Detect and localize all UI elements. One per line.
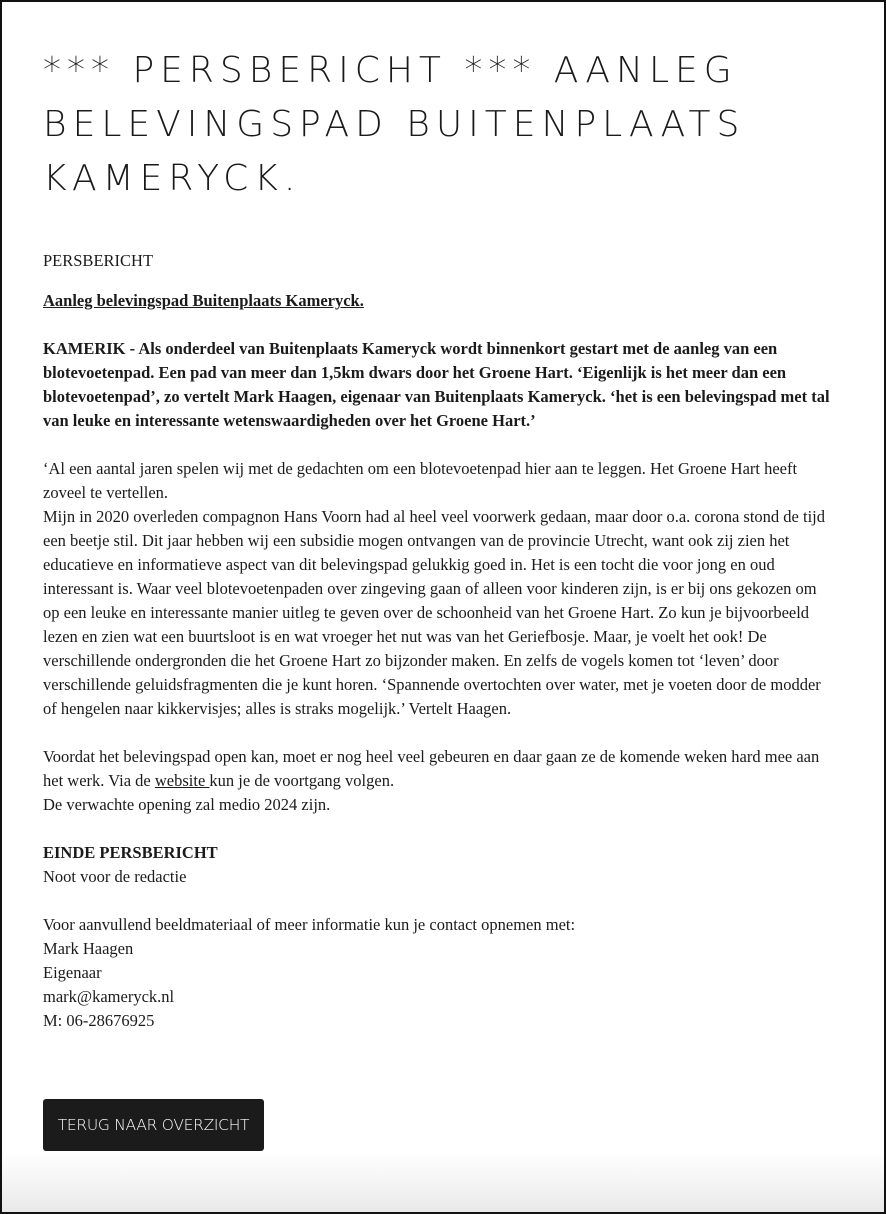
- website-link[interactable]: website: [154, 771, 210, 790]
- bottom-fade: [2, 1152, 884, 1212]
- contact-phone: M: 06-28676925: [43, 1011, 155, 1030]
- press-label: PERSBERICHT: [43, 251, 154, 270]
- lead-paragraph: KAMERIK - Als onderdeel van Buitenplaats Kameryck wordt binnenkort gestart met de aanleg van een blotevoetenpad. Een pad van meer dan 1,5km dwars door het Groene Hart. ‘Eigenlijk is het meer dan een blotevoetenpad’, zo vertelt Mark Haagen, eigenaar van Buitenplaats Kameryck. ‘het is een belevingspad met tal van leuke en interessante wetenswaardigheden over het Groene Hart.’: [43, 339, 830, 430]
- contact-role: Eigenaar: [43, 963, 102, 982]
- contact-intro: Voor aanvullend beeldmateriaal of meer informatie kun je contact opnemen met:: [43, 915, 576, 934]
- opening-date: De verwachte opening zal medio 2024 zijn.: [43, 795, 331, 814]
- article: [43, 2, 833, 1033]
- progress-paragraph: [43, 745, 833, 793]
- contact-email: mark@kameryck.nl: [43, 987, 175, 1006]
- end-label: EINDE PERSBERICHT: [43, 843, 218, 862]
- progress-text-after: kun je de voortgang volgen.: [209, 771, 395, 790]
- progress-text-before: Voordat het belevingspad open kan, moet er nog heel veel gebeuren en daar gaan ze de komende weken hard mee aan het werk. Via de: [43, 747, 820, 790]
- article-body: [43, 249, 833, 1033]
- quote-paragraph-line1: ‘Al een aantal jaren spelen wij met de gedachten om een blotevoetenpad hier aan te leggen. Het Groene Hart heeft zoveel te vertellen.: [43, 459, 798, 502]
- contact-name: Mark Haagen: [43, 939, 134, 958]
- page-title: *** PERSBERICHT *** AANLEG BELEVINGSPAD BUITENPLAATS KAMERYCK.: [43, 50, 746, 199]
- back-to-overview-button[interactable]: TERUG NAAR OVERZICHT: [43, 1099, 264, 1151]
- editor-note: Noot voor de redactie: [43, 867, 187, 886]
- quote-paragraph-body: Mijn in 2020 overleden compagnon Hans Voorn had al heel veel voorwerk gedaan, maar door o.a. corona stond de tijd een beetje stil. Dit jaar hebben wij een subsidie mogen ontvangen van de provincie Utrecht, want ook zij zien het educatieve en informatieve aspect van dit belevingspad gelukkig goed in. Het is een tocht die voor jong en oud interessant is. Waar veel blotevoetenpaden over zingeving gaan of alleen voor kinderen zijn, is er bij ons gekozen om op een leuke en interessante manier uitleg te geven over de schoonheid van het Groene Hart. Zo kun je bijvoorbeeld lezen en zien wat een buurtsloot is en wat vroeger het nut was van het Geriefbosje. Maar, je voelt het ook! De verschillende ondergronden die het Groene Hart zo bijzonder maken. En zelfs de vogels komen tot ‘leven’ door verschillende geluidsfragmenten die je kunt horen. ‘Spannende overtochten over water, met je voeten door de modder of hengelen naar kikkervisjes; alles is straks mogelijk.’ Vertelt Haagen.: [43, 507, 826, 718]
- article-subtitle: Aanleg belevingspad Buitenplaats Kameryck.: [43, 291, 364, 310]
